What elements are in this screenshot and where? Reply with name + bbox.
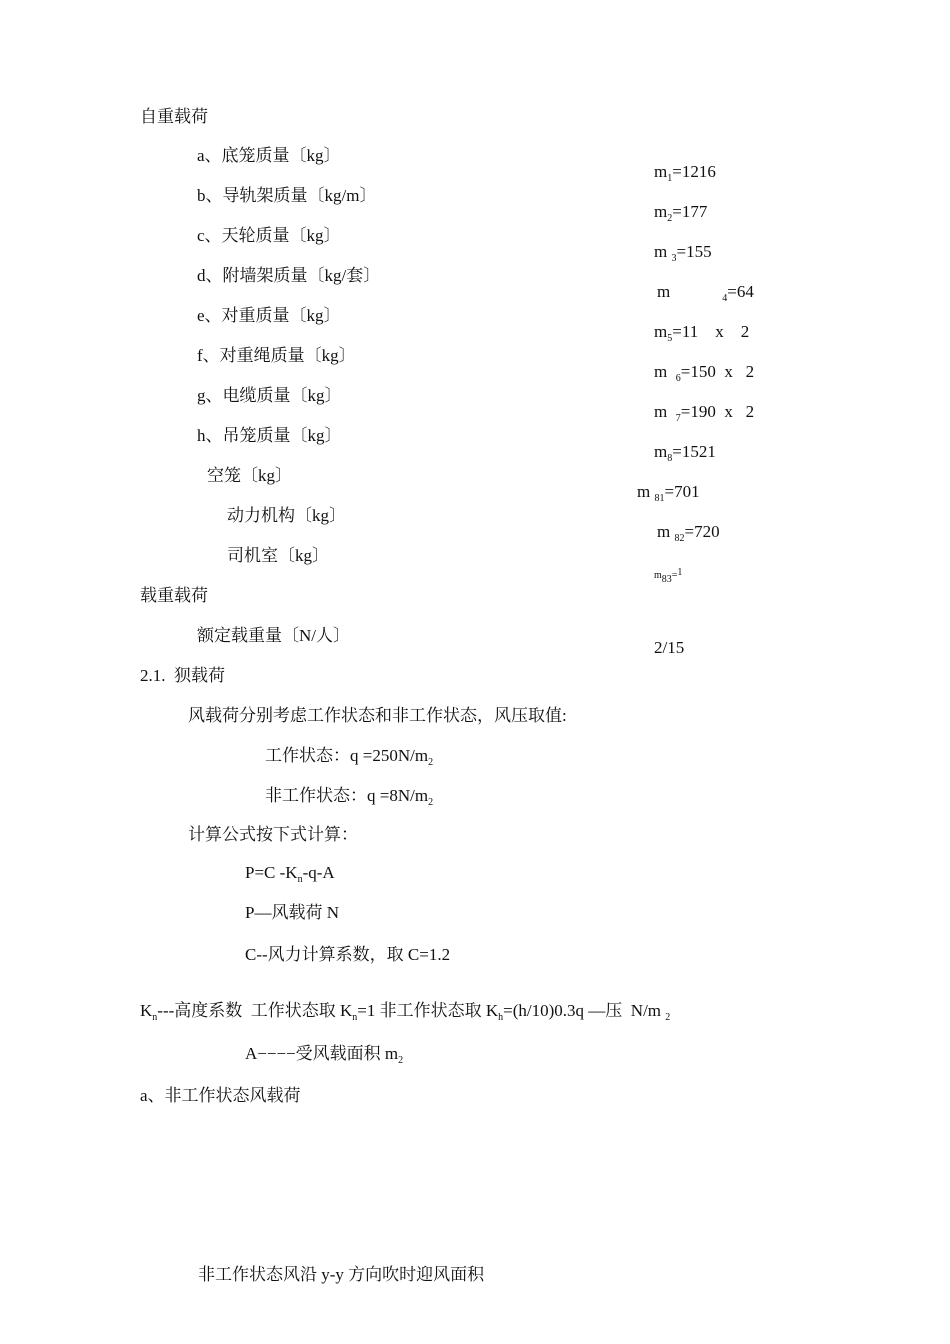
rated-load-value: 2/15 [654,638,685,657]
value-m7: m $_7$=190 x 2 [654,402,755,424]
formula-intro: 计算公式按下式计算： [188,825,358,844]
work-state-pressure: 工作状态：$q =250N/m_2$ [265,746,434,768]
value-m1: $m_1=1216$ [654,162,716,184]
value-m81: m $_{81}$=701 [637,482,700,504]
item-a: a、底笼质量〔kg〕 [197,146,341,165]
item-b: b、导轨架质量〔kg/m〕 [197,186,377,205]
p-definition: P—风载荷 N [245,903,339,922]
load-heading: 载重载荷 [140,586,208,605]
item-e: e、对重质量〔kg〕 [197,306,341,325]
item-h: h、吊笼质量〔kg〕 [197,426,342,445]
kn-definition: $K_n---$高度系数 工作状态取 $K_n=1$ 非工作状态取 $K_h=(h/10)0.3q$ —压 N/m $_2$ [140,1001,671,1023]
sub-item-empty-cage: 空笼〔kg〕 [207,466,292,485]
item-g: g、电缆质量〔kg〕 [197,386,342,405]
formula: P=C $-K_n-q-A$ [245,863,335,885]
section-heading: 2.1. 狈载荷 [140,666,225,685]
rated-load: 额定载重量〔N/人〕 [197,626,350,645]
item-c: c、天轮质量〔kg〕 [197,226,341,245]
value-m6: m $_6$=150 x 2 [654,362,755,384]
a-definition: A−−−−受风载面积 $m_2$ [245,1044,404,1066]
item-f: f、对重绳质量〔kg〕 [197,346,356,365]
sub-item-drive: 动力机构〔kg〕 [227,506,346,525]
c-definition: C--风力计算系数，取 C=1.2 [245,945,451,964]
value-m5: $m_5=11$ x 2 [654,322,750,344]
nonwork-state-pressure: 非工作状态：$q =8N/m_2$ [265,786,434,808]
self-weight-heading: 自重载荷 [140,107,208,126]
value-m4: m $_4$=64 [657,282,754,304]
nonwork-wind-heading: a、非工作状态风载荷 [140,1086,301,1105]
value-m3: m $_3$=155 [654,242,712,264]
value-m82: m $_{82}$=720 [657,522,720,544]
wind-intro: 风载荷分别考虑工作状态和非工作状态，风压取值: [188,706,567,725]
value-m83: m83=1 [654,567,683,585]
bottom-paragraph: 非工作状态风沿 y-y 方向吹时迎风面积 [198,1265,485,1284]
item-d: d、附墙架质量〔kg/套〕 [197,266,381,285]
value-m8: $m_8=1521$ [654,442,716,464]
sub-item-cab: 司机室〔kg〕 [227,546,329,565]
value-m2: $m_2=177$ [654,202,708,224]
